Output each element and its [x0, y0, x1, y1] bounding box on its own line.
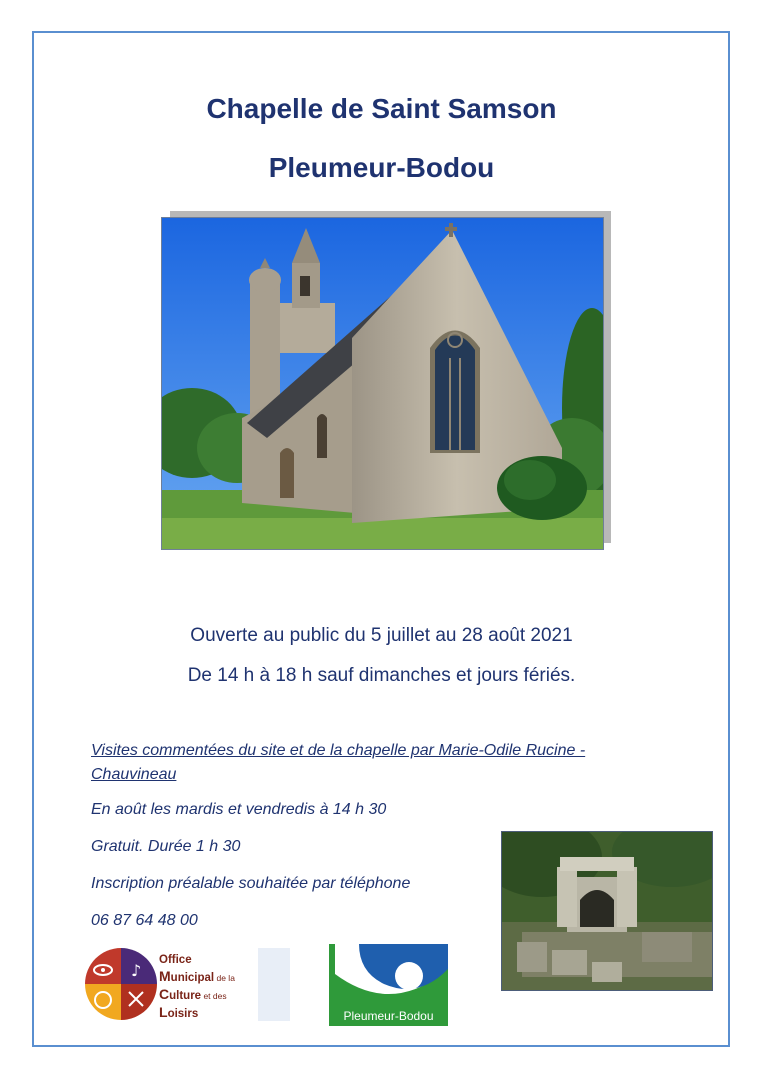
chapel-photo	[161, 217, 604, 550]
opening-dates: Ouverte au public du 5 juillet au 28 août 2021	[190, 625, 573, 646]
page-subtitle: Pleumeur-Bodou	[268, 152, 495, 183]
opening-hours: De 14 h à 18 h sauf dimanches et jours fériés.	[187, 665, 576, 686]
town-logo-label: Pleumeur-Bodou	[343, 1009, 434, 1023]
svg-text:♪: ♪	[131, 961, 142, 980]
guided-visits-heading: Visites commentées du site et de la chapelle par Marie-Odile Rucine - Chauvineau	[91, 742, 586, 783]
omcl-emblem-icon	[85, 948, 157, 1020]
visit-price: Gratuit. Durée 1 h 30	[91, 838, 241, 855]
page-title: Chapelle de Saint Samson	[206, 93, 557, 124]
visit-days: En août les mardis et vendredis à 14 h 30	[91, 801, 387, 818]
omcl-name: Office Municipal de la Culture et des Loisirs	[159, 954, 235, 1020]
registration-note: Inscription préalable souhaitée par téléphone	[91, 875, 411, 892]
logo-side-panel	[258, 948, 290, 1021]
phone-number: 06 87 64 48 00	[91, 912, 198, 929]
fountain-photo	[501, 831, 713, 991]
pleumeur-bodou-logo	[329, 944, 448, 1026]
